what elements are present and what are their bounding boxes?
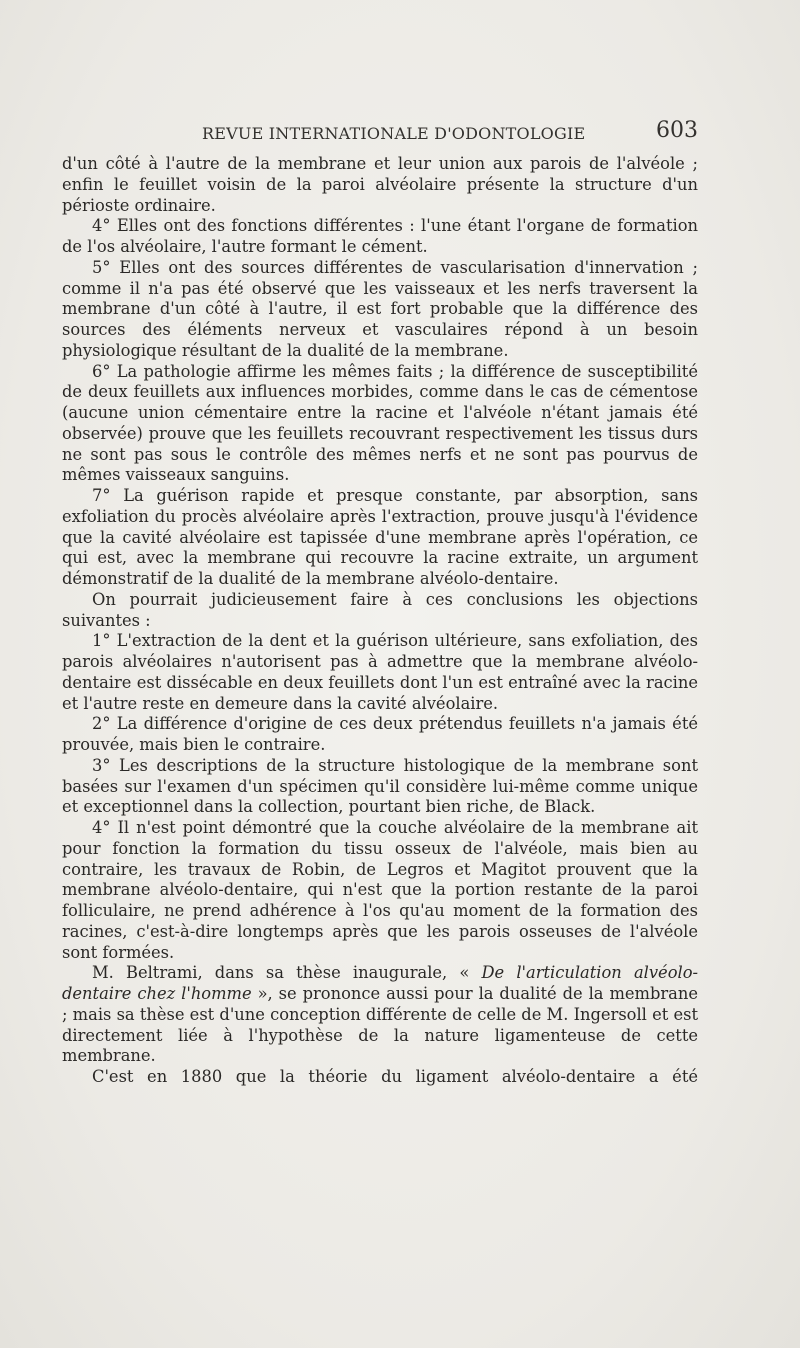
beltrami-text-after: », se prononce aussi pour la dualité de la membrane ; mais sa thèse est d'une conception différente de celle de M. Ingersoll et est directement liée à l'hypothèse de la nature ligamenteuse de cette membrane. <box>62 984 699 1066</box>
thesis-title: De l'articulation alvéolo-dentaire chez l'homme <box>62 963 699 1003</box>
body-text <box>62 154 698 1088</box>
paragraph-point-7: 7° La guérison rapide et presque constante, par absorption, sans exfoliation du procès alvéolaire après l'extraction, prouve jusqu'à l'évidence que la cavité alvéolaire est tapissée d'une membrane après l'opération, ce qui est, avec la membrane qui recouvre la racine extraite, un argument démonstratif de la dualité de la membrane alvéolo-dentaire. <box>62 486 698 588</box>
paragraph-objection-1: 1° L'extraction de la dent et la guérison ultérieure, sans exfoliation, des parois alvéolaires n'autorisent pas à admettre que la membrane alvéolo-dentaire est dissécable en deux feuillets dont l'un est entraîné avec la racine et l'autre reste en demeure dans la cavité alvéolaire. <box>62 631 698 713</box>
page-header <box>62 118 698 148</box>
paragraph-final-line: C'est en 1880 que la théorie du ligament alvéolo-dentaire a été <box>92 1067 698 1086</box>
page-number: 603 <box>656 118 698 143</box>
paragraph-point-6: 6° La pathologie affirme les mêmes faits ; la différence de susceptibilité de deux feuillets aux influences morbides, comme dans le cas de cémentose (aucune union cémentaire entre la racine et l'alvéole n'étant jamais été observée) prouve que les feuillets recouvrant respectivement les tissus durs ne sont pas sous le contrôle des mêmes nerfs et ne sont pas pourvus de mêmes vaisseaux sanguins. <box>62 361 698 485</box>
paragraph-objection-4: 4° Il n'est point démontré que la couche alvéolaire de la membrane ait pour fonction la formation du tissu osseux de l'alvéole, mais bien au contraire, les travaux de Robin, de Legros et Magitot prouvent que la membrane alvéolo-dentaire, qui n'est que la portion restante de la paroi folliculaire, ne prend adhérence à l'os qu'au moment de la formation des racines, c'est-à-dire longtemps après que les parois osseuses de l'alvéole sont formées. <box>62 818 698 962</box>
paragraph-point-5: 5° Elles ont des sources différentes de vascularisation d'innervation ; comme il n'a pas été observé que les vaisseaux et les nerfs traversent la membrane d'un côté à l'autre, il est fort probable que la différence des sources des éléments nerveux et vasculaires répond à un besoin physiologique résultant de la dualité de la membrane. <box>62 257 698 360</box>
beltrami-text-before: M. Beltrami, dans sa thèse inaugurale, « <box>92 963 482 983</box>
paragraph-objection-3: 3° Les descriptions de la structure histologique de la membrane sont basées sur l'examen d'un spécimen qu'il considère lui-même comme unique et exceptionnel dans la collection, pourtant bien riche, de Black. <box>62 755 698 817</box>
paragraph-continuation: d'un côté à l'autre de la membrane et leur union aux parois de l'alvéole ; enfin le feuillet voisin de la paroi alvéolaire présente la structure d'un périoste ordinaire. <box>62 154 698 215</box>
paragraph-objections-intro: On pourrait judicieusement faire à ces conclusions les objections suivantes : <box>62 589 698 630</box>
paragraph-objection-2: 2° La différence d'origine de ces deux prétendus feuillets n'a jamais été prouvée, mais bien le contraire. <box>62 714 698 754</box>
paragraph-beltrami <box>62 963 698 1067</box>
paragraph-point-4: 4° Elles ont des fonctions différentes : l'une étant l'organe de formation de l'os alvéolaire, l'autre formant le cément. <box>62 216 698 256</box>
running-title: REVUE INTERNATIONALE D'ODONTOLOGIE <box>202 124 586 143</box>
